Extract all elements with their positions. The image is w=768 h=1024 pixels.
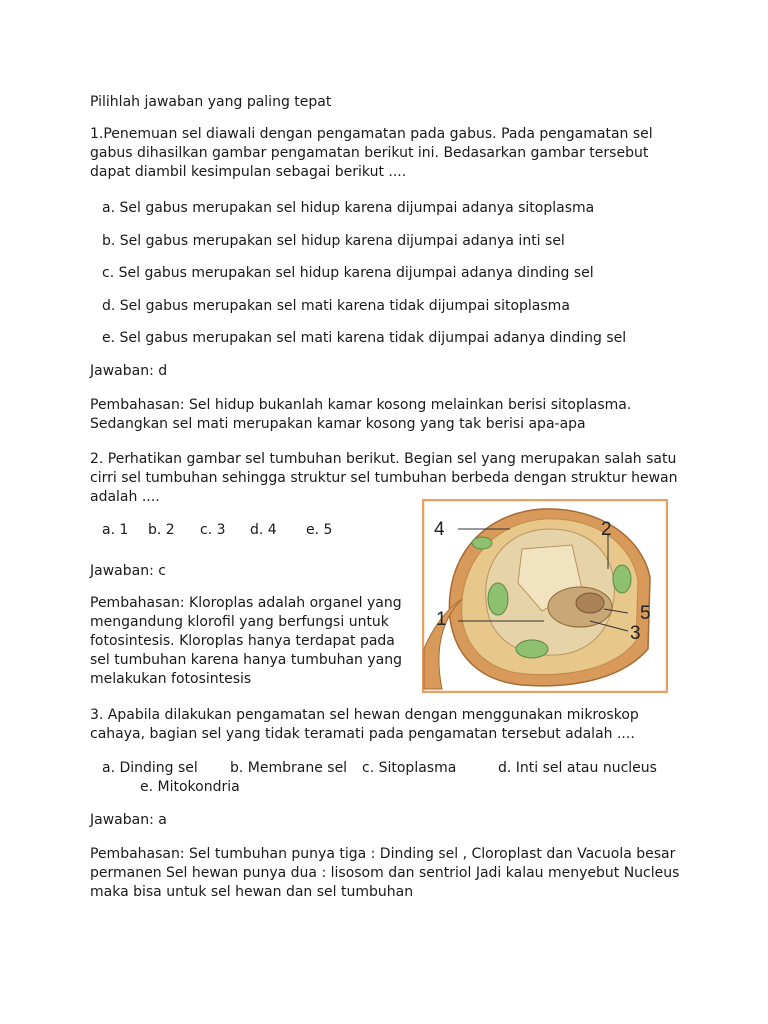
q3-option-d: d. Inti sel atau nucleus xyxy=(498,760,657,776)
q2-option-d: d. 4 xyxy=(250,522,277,538)
figure-label-1: 1 xyxy=(436,609,447,630)
question-3-text: 3. Apabila dilakukan pengamatan sel hewan dengan menggunakan mikroskop cahaya, bagian sel yang tidak teramati pada pengamatan tersebut adalah .... xyxy=(90,707,639,742)
question-2-text: 2. Perhatikan gambar sel tumbuhan berikut. Begian sel yang merupakan salah satu cirri sel tumbuhan sehingga struktur sel tumbuhan berbeda dengan struktur hewan adalah .... xyxy=(90,451,678,505)
q3-option-c: c. Sitoplasma xyxy=(362,760,457,776)
q1-option-d: d. Sel gabus merupakan sel mati karena tidak dijumpai sitoplasma xyxy=(102,298,570,314)
figure-label-3: 3 xyxy=(630,623,641,644)
q2-option-e: e. 5 xyxy=(306,522,333,538)
instruction: Pilihlah jawaban yang paling tepat xyxy=(90,94,332,110)
q3-option-a: a. Dinding sel xyxy=(102,760,198,776)
q3-option-e: e. Mitokondria xyxy=(140,779,240,795)
q1-option-c: c. Sel gabus merupakan sel hidup karena dijumpai adanya dinding sel xyxy=(102,265,594,281)
q3-answer: Jawaban: a xyxy=(90,812,167,828)
q2-discussion: Pembahasan: Kloroplas adalah organel yang mengandung klorofil yang berfungsi untuk fotosintesis. Kloroplas hanya terdapat pada sel tumbuhan karena hanya tumbuhan yang melakukan fotosintesis xyxy=(90,595,402,687)
q1-option-e: e. Sel gabus merupakan sel mati karena tidak dijumpai adanya dinding sel xyxy=(102,330,627,346)
q2-option-c: c. 3 xyxy=(200,522,226,538)
q3-discussion: Pembahasan: Sel tumbuhan punya tiga : Dinding sel , Cloroplast dan Vacuola besar permanen Sel hewan punya dua : lisosom dan sentriol Jadi kalau menyebut Nucleus maka bisa untuk sel hewan dan sel tumbuhan xyxy=(90,846,680,900)
figure-label-2: 2 xyxy=(601,519,612,540)
q1-discussion: Pembahasan: Sel hidup bukanlah kamar kosong melainkan berisi sitoplasma. Sedangkan sel mati merupakan kamar kosong yang tak berisi apa-apa xyxy=(90,397,632,432)
q2-option-b: b. 2 xyxy=(148,522,175,538)
q2-options xyxy=(102,521,332,540)
q3-option-b: b. Membrane sel xyxy=(230,760,348,776)
figure-label-5: 5 xyxy=(640,603,651,624)
q1-option-b: b. Sel gabus merupakan sel hidup karena dijumpai adanya inti sel xyxy=(102,233,565,249)
q2-answer: Jawaban: c xyxy=(90,563,166,579)
q1-answer: Jawaban: d xyxy=(90,363,168,379)
figure-label-4: 4 xyxy=(434,519,445,540)
q2-option-a: a. 1 xyxy=(102,522,129,538)
question-1-text: 1.Penemuan sel diawali dengan pengamatan pada gabus. Pada pengamatan sel gabus dihasilkan gambar pengamatan berikut ini. Bedasarkan gambar tersebut dapat diambil kesimpulan sebagai berikut .... xyxy=(90,126,653,180)
q3-options-row-1 xyxy=(102,759,657,778)
plant-cell-figure xyxy=(422,499,668,693)
q1-option-a: a. Sel gabus merupakan sel hidup karena dijumpai adanya sitoplasma xyxy=(102,200,595,216)
